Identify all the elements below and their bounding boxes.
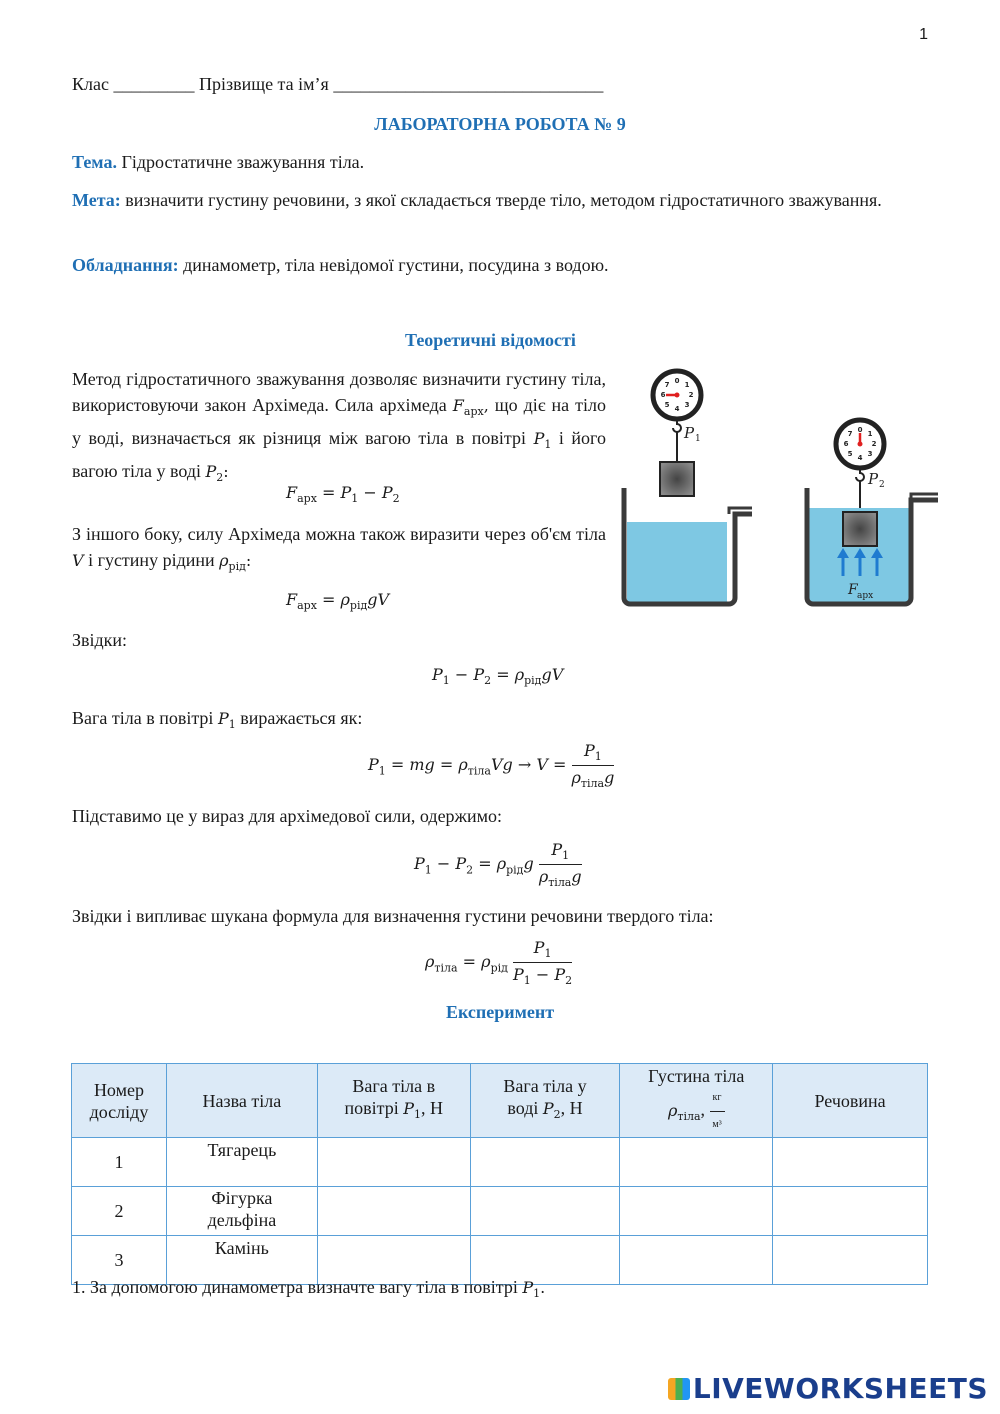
body-name: Тягарець xyxy=(166,1138,317,1187)
svg-text:3: 3 xyxy=(867,450,873,458)
weight-water-cell[interactable] xyxy=(470,1187,620,1236)
goal-text: визначити густину речовини, з якої складається тверде тіло, методом гідростатичного зважування. xyxy=(125,190,882,210)
svg-text:1: 1 xyxy=(695,434,701,444)
trial-number: 1 xyxy=(72,1138,167,1187)
formula-farh-difference: $F_{арх} = P_1 - P_2$ xyxy=(286,483,400,506)
svg-text:7: 7 xyxy=(847,430,853,438)
class-field[interactable]: _________ xyxy=(113,74,195,94)
vessel-empty-water xyxy=(624,488,752,604)
density-cell[interactable] xyxy=(620,1236,773,1285)
equipment-text: динамометр, тіла невідомої густини, посудина з водою. xyxy=(183,255,609,275)
theory-paragraph-4: Вага тіла в повітрі $P_1$ виражається як: xyxy=(72,708,363,732)
header-trial-number: Номер досліду xyxy=(72,1064,167,1138)
formula-substituted: $P_1 - P_2 = \rho_{рід}g$ $\frac{P_1}{\rho_{тіла}g}$ xyxy=(414,840,582,890)
body-name: Фігурка дельфіна xyxy=(166,1187,317,1236)
equipment-label: Обладнання: xyxy=(72,255,179,275)
class-label: Клас xyxy=(72,74,109,94)
density-cell[interactable] xyxy=(620,1138,773,1187)
dynamometer-water xyxy=(836,420,885,512)
theory-paragraph-1: Метод гідростатичного зважування дозволяє визначити густину тіла, використовуючи закон Архімеда. Сила архімеда $F_{арх}$, що діє на тіло у воді, визначається як різниця між вагою тіла в повітрі $P_1$ і його вагою тіла у воді $P_2$: xyxy=(72,369,607,485)
theory-paragraph-3: Звідки: xyxy=(72,630,128,650)
topic-label: Тема. xyxy=(72,152,117,172)
substance-cell[interactable] xyxy=(773,1138,928,1187)
vessel-with-submerged-block xyxy=(807,488,938,604)
theory-heading: Теоретичні відомості xyxy=(405,330,576,350)
svg-text:2: 2 xyxy=(688,391,694,399)
logo-icon xyxy=(668,1378,690,1400)
substance-cell[interactable] xyxy=(773,1187,928,1236)
svg-text:арх: арх xyxy=(857,591,874,601)
instruction-step-1: 1. За допомогою динамометра визначте вагу тіла в повітрі $P_1$. xyxy=(72,1277,546,1301)
svg-text:6: 6 xyxy=(660,391,666,399)
svg-text:1: 1 xyxy=(684,381,690,389)
header-substance: Речовина xyxy=(773,1064,928,1138)
svg-text:4: 4 xyxy=(857,454,863,462)
topic-text: Гідростатичне зважування тіла. xyxy=(121,152,365,172)
name-label: Прізвище та ім’я xyxy=(198,74,329,94)
weight-air-cell[interactable] xyxy=(317,1138,470,1187)
svg-text:P: P xyxy=(684,424,695,442)
density-cell[interactable] xyxy=(620,1187,773,1236)
svg-text:4: 4 xyxy=(674,405,680,413)
svg-text:1: 1 xyxy=(867,430,873,438)
experiment-heading: Експеримент xyxy=(445,1002,555,1022)
substance-cell[interactable] xyxy=(773,1236,928,1285)
page-number: 1 xyxy=(919,26,928,43)
svg-text:6: 6 xyxy=(843,440,849,448)
weight-water-cell[interactable] xyxy=(470,1138,620,1187)
experiment-table xyxy=(71,1063,928,1285)
table-header-row xyxy=(72,1064,928,1138)
svg-text:0: 0 xyxy=(674,377,680,385)
svg-text:5: 5 xyxy=(847,450,853,458)
svg-text:7: 7 xyxy=(664,381,670,389)
name-field[interactable]: ______________________________ xyxy=(333,74,604,94)
goal-label: Мета: xyxy=(72,190,121,210)
formula-volume: $P_1$ = mg = $\rho_{тіла}Vg \to V$ = $\frac{P_1}{\rho_{тіла}g}$ xyxy=(368,741,615,791)
weight-air-cell[interactable] xyxy=(317,1187,470,1236)
svg-text:0: 0 xyxy=(857,426,863,434)
trial-number: 2 xyxy=(72,1187,167,1236)
theory-paragraph-2: З іншого боку, силу Архімеда можна також виразити через об'єм тіла V і густину рідини $\rho_{рід}$: xyxy=(72,524,606,574)
svg-text:5: 5 xyxy=(664,401,670,409)
body-name: Камінь xyxy=(166,1236,317,1285)
page-title: ЛАБОРАТОРНА РОБОТА № 9 xyxy=(374,114,626,134)
svg-text:2: 2 xyxy=(879,480,885,490)
svg-text:2: 2 xyxy=(871,440,877,448)
liveworksheets-logo[interactable]: LIVEWORKSHEETS xyxy=(668,1372,988,1405)
formula-weight-difference: $P_1 - P_2 = \rho_{рід}gV$ xyxy=(432,665,564,688)
table-row xyxy=(72,1138,928,1187)
header-density: Густина тіла $\rho_{тіла}$, $\frac{кг}{\text{м³}}$ xyxy=(620,1064,773,1138)
hydrostatic-weighing-illustration xyxy=(612,366,947,614)
svg-text:P: P xyxy=(868,470,879,488)
formula-farh-volume: $F_{арх} = \rho_{рід}gV$ xyxy=(286,590,390,613)
dynamometer-air xyxy=(653,371,701,496)
topic xyxy=(72,149,928,175)
goal xyxy=(72,187,928,213)
student-header xyxy=(72,74,603,95)
header-weight-air: Вага тіла в повітрі $P_1$, Н xyxy=(317,1064,470,1138)
header-weight-water: Вага тіла у воді $P_2$, Н xyxy=(470,1064,620,1138)
svg-text:F: F xyxy=(848,582,858,598)
theory-paragraph-5: Підставимо це у вираз для архімедової сили, одержимо: xyxy=(72,806,503,826)
formula-density: $\rho_{тіла} = \rho_{рід}$ $\frac{P_1}{P_1 - P_2}$ xyxy=(425,938,573,988)
equipment xyxy=(72,252,928,278)
trial-number: 3 xyxy=(72,1236,167,1285)
header-body-name: Назва тіла xyxy=(166,1064,317,1138)
svg-text:3: 3 xyxy=(684,401,690,409)
theory-paragraph-6: Звідки і випливає шукана формула для визначення густини речовини твердого тіла: xyxy=(72,906,714,926)
table-row xyxy=(72,1187,928,1236)
